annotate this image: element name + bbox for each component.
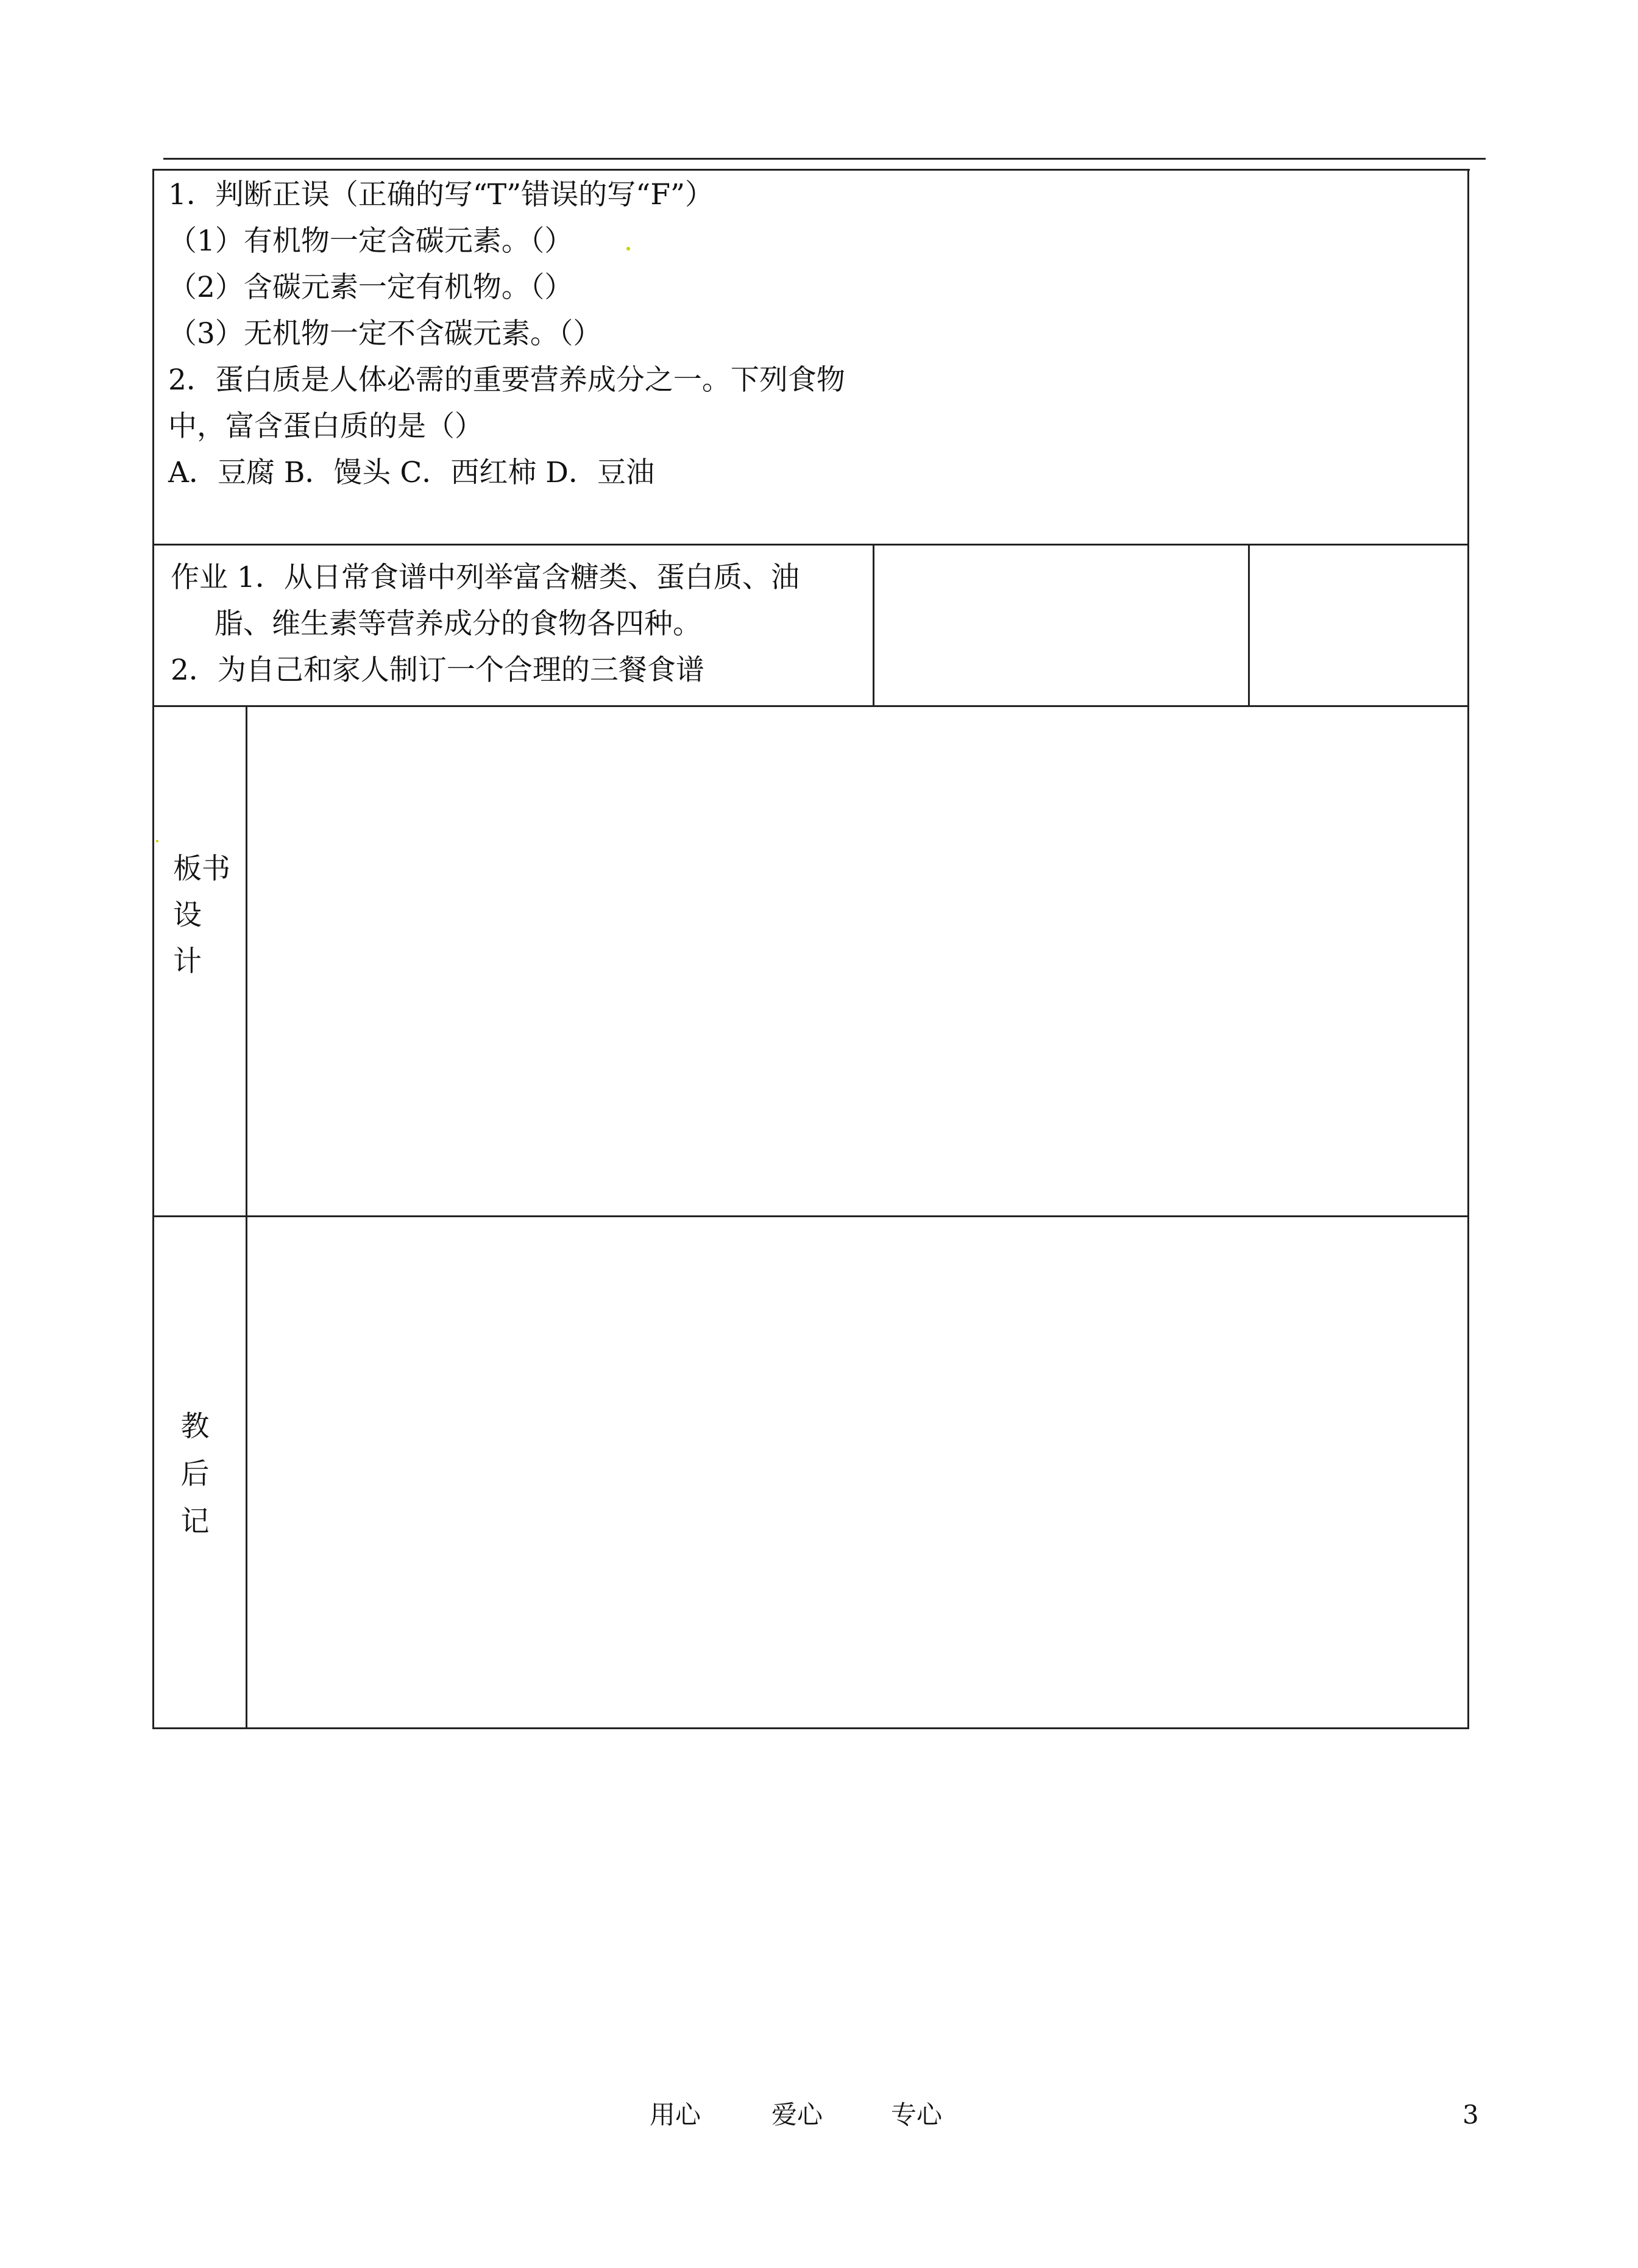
board-design-label-2: 设 <box>173 898 202 932</box>
row-divider-board <box>152 705 1469 707</box>
board-design-label-1: 板书 <box>173 852 230 886</box>
question-1-item-1: （1）有机物一定含碳元素。（） <box>168 224 573 258</box>
page-number: 3 <box>1462 2100 1479 2130</box>
homework-line-1: 作业 1．从日常食谱中列举富含糖类、蛋白质、油 <box>171 561 800 594</box>
homework-col-divider-2 <box>1248 544 1250 705</box>
row-divider-after-class <box>152 1215 1469 1217</box>
question-2-options: A．豆腐 B．馒头 C．西红柿 D．豆油 <box>168 456 654 489</box>
row-divider-homework <box>152 544 1469 546</box>
stray-mark-2 <box>156 840 158 842</box>
board-design-label-3: 计 <box>173 945 202 978</box>
homework-line-2: 脂、维生素等营养成分的食物各四种。 <box>214 607 701 641</box>
footer-motto-right: 专心 <box>891 2100 943 2130</box>
table-right-border <box>1467 169 1469 1729</box>
after-class-label-1: 教 <box>180 1410 210 1443</box>
label-col-divider <box>246 705 247 1729</box>
footer-motto-left: 用心 <box>650 2100 701 2130</box>
question-2-line-2: 中，富含蛋白质的是（） <box>168 410 483 443</box>
question-1: 1．判断正误（正确的写“T”错误的写“F”） <box>168 178 714 212</box>
stray-mark <box>626 247 630 251</box>
after-class-label-2: 后 <box>180 1457 210 1491</box>
homework-line-3: 2．为自己和家人制订一个合理的三餐食谱 <box>171 653 704 687</box>
homework-col-divider-1 <box>873 544 874 705</box>
table-bottom-border <box>152 1727 1469 1729</box>
question-1-item-3: （3）无机物一定不含碳元素。（） <box>168 317 602 350</box>
header-rule-inner <box>154 169 1470 171</box>
table-left-border <box>152 169 154 1729</box>
footer-motto-middle: 爱心 <box>771 2100 823 2130</box>
header-rule <box>163 158 1486 160</box>
after-class-label-3: 记 <box>180 1505 210 1538</box>
question-1-item-2: （2）含碳元素一定有机物。（） <box>168 271 573 304</box>
question-2-line-1: 2．蛋白质是人体必需的重要营养成分之一。下列食物 <box>168 363 845 397</box>
